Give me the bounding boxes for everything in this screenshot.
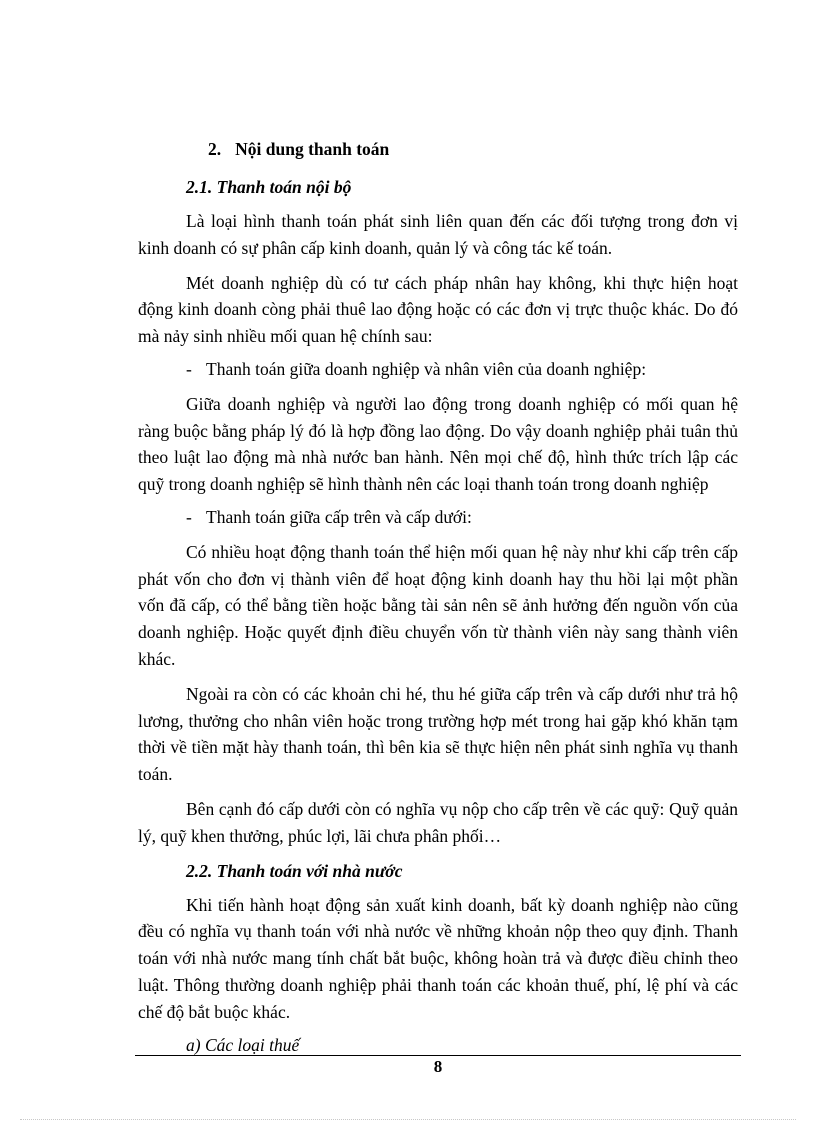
page-bottom-edge: [20, 1119, 796, 1120]
paragraph-1: Là loại hình thanh toán phát sinh liên quan đến các đối tượng trong đơn vị kinh doanh có sự phân cấp kinh doanh, quản lý và công tác kế toán.: [138, 211, 738, 258]
bullet-item-2: [186, 504, 738, 531]
paragraph-4: Có nhiều hoạt động thanh toán thể hiện mối quan hệ này như khi cấp trên cấp phát vốn cho đơn vị thành viên để hoạt động kinh doanh hay thu hồi lại một phần vốn đã cấp, có thể bằng tiền hoặc bằng tài sản nên sẽ ảnh hưởng đến nguồn vốn của doanh nghiệp. Hoặc quyết định điều chuyển vốn từ thành viên này sang thành viên khác.: [138, 541, 738, 669]
section-number: 2.: [208, 139, 222, 159]
page-number: 8: [433, 1057, 443, 1076]
subsection-1-title: 2.1. Thanh toán nội bộ: [186, 177, 352, 197]
paragraph-7: Khi tiến hành hoạt động sản xuất kinh doanh, bất kỳ doanh nghiệp nào cũng đều có nghĩa vụ thanh toán với nhà nước về những khoản nộp theo quy định. Thanh toán với nhà nước mang tính chất bắt buộc, không hoàn trả và được điều chỉnh theo luật. Thông thường doanh nghiệp phải thanh toán các khoản thuế, phí, lệ phí và các chế độ bắt buộc khác.: [138, 894, 738, 1022]
section-title: Nội dung thanh toán: [235, 139, 390, 159]
bullet-dash: -: [186, 506, 192, 527]
item-a-label: a) Các loại thuế: [186, 1034, 300, 1055]
footer-divider: [135, 1055, 741, 1056]
bullet-item-1-text: Thanh toán giữa doanh nghiệp và nhân viên của doanh nghiệp:: [206, 358, 647, 379]
paragraph-5: Ngoài ra còn có các khoản chi hé, thu hé giữa cấp trên và cấp dưới như trả hộ lương, thưởng cho nhân viên hoặc trong trường hợp mét trong hai gặp khó khăn tạm thời về tiền mặt hày thanh toán, thì bên kia sẽ thực hiện nên phát sinh nghĩa vụ thanh toán.: [138, 683, 738, 785]
bullet-item-2-text: Thanh toán giữa cấp trên và cấp dưới:: [206, 506, 472, 527]
section-heading: [208, 136, 738, 162]
paragraph-2: Mét doanh nghiệp dù có tư cách pháp nhân hay không, khi thực hiện hoạt động kinh doanh còng phải thuê lao động hoặc có các đơn vị trực thuộc khác. Do đó mà nảy sinh nhiều mối quan hệ chính sau:: [138, 272, 738, 347]
paragraph-6: Bên cạnh đó cấp dưới còn có nghĩa vụ nộp cho cấp trên về các quỹ: Quỹ quản lý, quỹ khen thưởng, phúc lợi, lãi chưa phân phối…: [138, 798, 738, 846]
bullet-item-1: [186, 356, 738, 383]
bullet-dash: -: [186, 358, 192, 379]
paragraph-3: Giữa doanh nghiệp và người lao động trong doanh nghiệp có mối quan hệ ràng buộc bằng pháp lý đó là hợp đồng lao động. Do vậy doanh nghiệp phải tuân thủ theo luật lao động mà nhà nước ban hành. Nên mọi chế độ, hình thức trích lập các quỹ trong doanh nghiệp sẽ hình thành nên các loại thanh toán trong doanh nghiệp: [138, 393, 738, 495]
page-body: [138, 130, 738, 1058]
subsection-2-title: 2.2. Thanh toán với nhà nước: [186, 860, 403, 881]
